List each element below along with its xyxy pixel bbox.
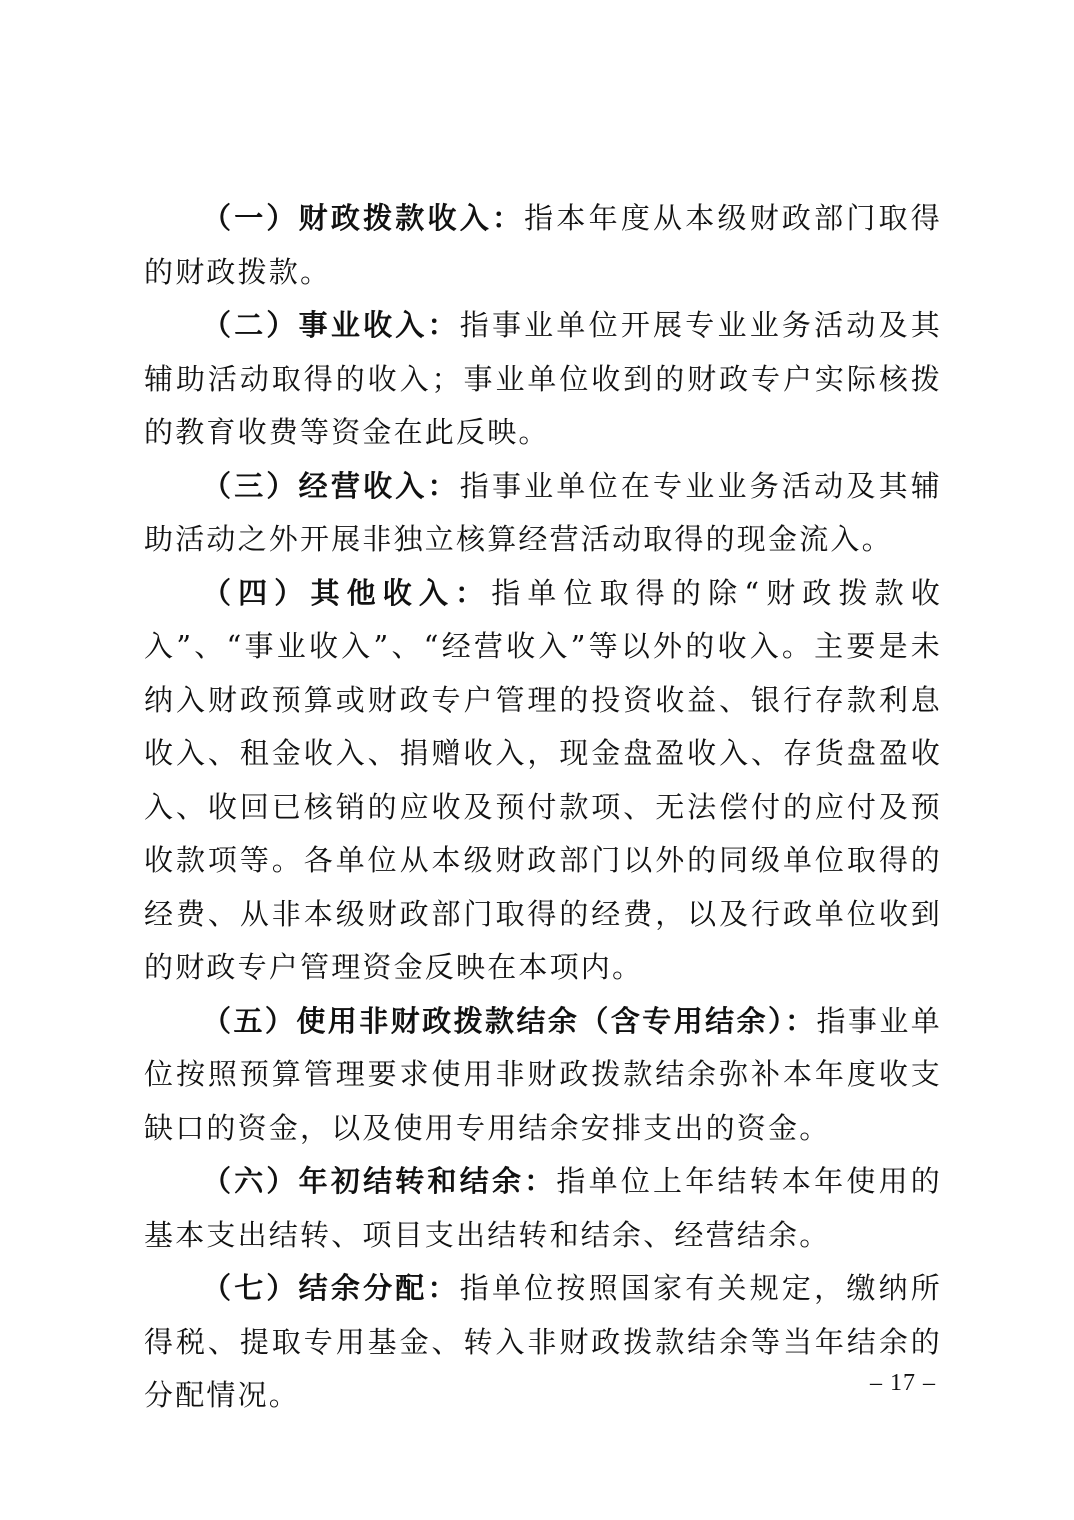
page-number: – 17 – — [870, 1370, 936, 1396]
definition-text: 指单位上年结转本年使用的基本支出结转、项目支出结转和结余、经营结余。 — [144, 1164, 943, 1252]
term-label: （五）使用非财政拨款结余（含专用结余）： — [202, 1003, 817, 1038]
paragraph-other-income — [144, 567, 942, 995]
term-label: （二）事业收入： — [202, 308, 460, 342]
document-body — [144, 192, 942, 1423]
paragraph-operating-income — [144, 460, 942, 567]
paragraph-fiscal-appropriation-income — [144, 192, 942, 299]
paragraph-business-income — [144, 299, 942, 460]
term-label: （六）年初结转和结余： — [202, 1164, 557, 1198]
term-label: （三）经营收入： — [202, 468, 460, 503]
definition-text: 指事业单位在专业业务活动及其辅助活动之外开展非独立核算经营活动取得的现金流入。 — [144, 468, 942, 556]
paragraph-opening-carryover — [144, 1155, 942, 1262]
paragraph-non-fiscal-surplus-use — [144, 995, 942, 1156]
definition-text: 指单位按照国家有关规定，缴纳所得税、提取专用基金、转入非财政拨款结余等当年结余的分配情况。 — [144, 1271, 942, 1412]
definition-text: 指事业单位开展专业业务活动及其辅助活动取得的收入；事业单位收到的财政专户实际核拨的教育收费等资金在此反映。 — [144, 308, 942, 449]
paragraph-surplus-distribution — [144, 1262, 942, 1423]
term-label: （七）结余分配： — [202, 1271, 460, 1305]
definition-text: 指事业单位按照预算管理要求使用非财政拨款结余弥补本年度收支缺口的资金，以及使用专用结余安排支出的资金。 — [144, 1003, 942, 1145]
definition-text: 指本年度从本级财政部门取得的财政拨款。 — [144, 201, 942, 289]
term-label: （四）其他收入： — [202, 575, 492, 610]
term-label: （一）财政拨款收入： — [202, 201, 525, 235]
definition-text: 指单位取得的除“财政拨款收入”、“事业收入”、“经营收入”等以外的收入。主要是未纳入财政预算或财政专户管理的投资收益、银行存款利息收入、租金收入、捐赠收入，现金盘盈收入、存货盘盈收入、收回已核销的应收及预付款项、无法偿付的应付及预收款项等。各单位从本级财政部门以外的同级单位取得的经费、从非本级财政部门取得的经费，以及行政单位收到的财政专户管理资金反映在本项内。 — [144, 575, 942, 984]
